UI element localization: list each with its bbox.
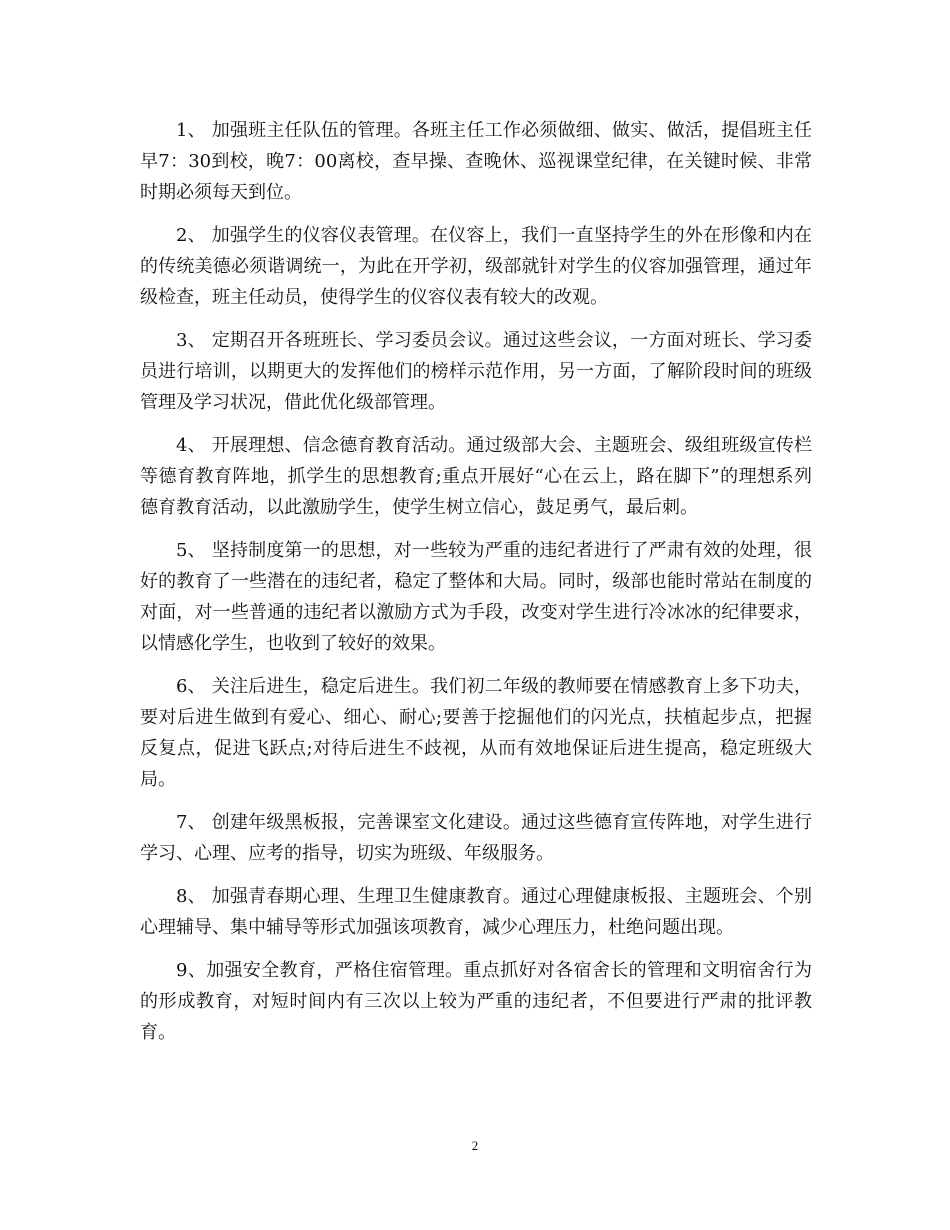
document-body (140, 115, 812, 1060)
paragraph-5: 5、 坚持制度第一的思想，对一些较为严重的违纪者进行了严肃有效的处理，很好的教育了一些潜在的违纪者，稳定了整体和大局。同时，级部也能时常站在制度的对面，对一些普通的违纪者以激励方式为手段，改变对学生进行冷冰冰的纪律要求，以情感化学生，也收到了较好的效果。 (140, 540, 812, 654)
paragraph-8: 8、 加强青春期心理、生理卫生健康教育。通过心理健康板报、主题班会、个别心理辅导、集中辅导等形式加强该项教育，减少心理压力，杜绝问题出现。 (140, 886, 812, 938)
paragraph-2: 2、 加强学生的仪容仪表管理。在仪容上，我们一直坚持学生的外在形像和内在的传统美德必须谐调统一，为此在开学初，级部就针对学生的仪容加强管理，通过年级检查，班主任动员，使得学生的仪容仪表有较大的改观。 (140, 225, 812, 308)
paragraph-1: 1、 加强班主任队伍的管理。各班主任工作必须做细、做实、做活，提倡班主任早7：30到校，晚7：00离校，查早操、查晚休、巡视课堂纪律，在关键时候、非常时期必须每天到位。 (140, 120, 812, 203)
paragraph-9: 9、加强安全教育，严格住宿管理。重点抓好对各宿舍长的管理和文明宿舍行为的形成教育，对短时间内有三次以上较为严重的违纪者，不但要进行严肃的批评教育。 (140, 960, 812, 1043)
paragraph-3: 3、 定期召开各班班长、学习委员会议。通过这些会议，一方面对班长、学习委员进行培训，以期更大的发挥他们的榜样示范作用，另一方面，了解阶段时间的班级管理及学习状况，借此优化级部管理。 (140, 330, 812, 413)
paragraph-6: 6、 关注后进生，稳定后进生。我们初二年级的教师要在情感教育上多下功夫，要对后进生做到有爱心、细心、耐心;要善于挖掘他们的闪光点，扶植起步点，把握反复点，促进飞跃点;对待后进生不歧视，从而有效地保证后进生提高，稳定班级大局。 (140, 676, 812, 790)
page-number: 2 (471, 1138, 479, 1153)
paragraph-7: 7、 创建年级黑板报，完善课室文化建设。通过这些德育宣传阵地，对学生进行学习、心理、应考的指导，切实为班级、年级服务。 (140, 812, 812, 864)
paragraph-4: 4、 开展理想、信念德育教育活动。通过级部大会、主题班会、级组班级宣传栏等德育教育阵地，抓学生的思想教育;重点开展好“心在云上，路在脚下”的理想系列德育教育活动，以此激励学生，使学生树立信心，鼓足勇气，最后刺。 (140, 435, 812, 518)
